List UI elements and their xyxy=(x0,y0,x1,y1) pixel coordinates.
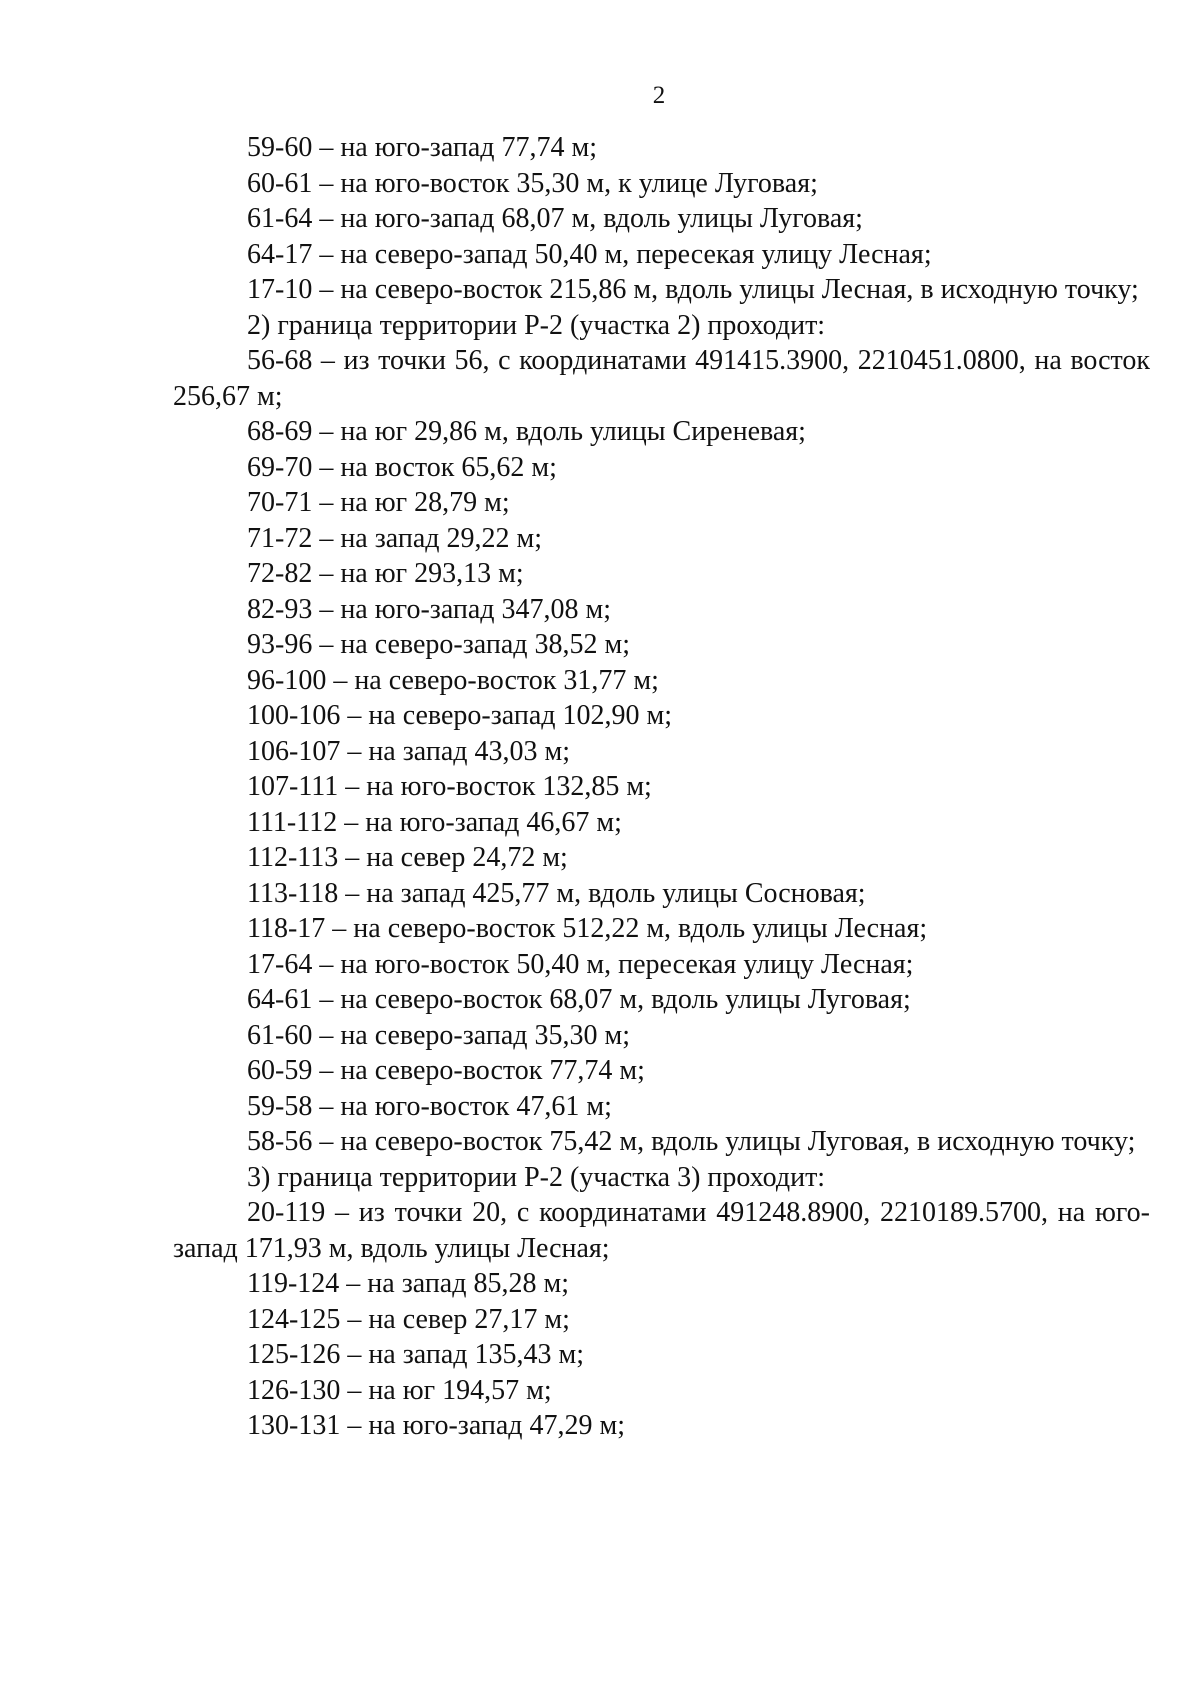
boundary-paragraph: 69-70 – на восток 65,62 м; xyxy=(247,451,557,483)
boundary-paragraph: 17-64 – на юго-восток 50,40 м, пересекая улицу Лесная; xyxy=(247,948,914,980)
boundary-paragraph: 119-124 – на запад 85,28 м; xyxy=(247,1268,569,1299)
boundary-paragraph: 72-82 – на юг 293,13 м; xyxy=(247,558,524,589)
boundary-paragraph: 64-61 – на северо-восток 68,07 м, вдоль улицы Луговая; xyxy=(247,984,911,1015)
boundary-paragraph: 68-69 – на юг 29,86 м, вдоль улицы Сиреневая; xyxy=(247,416,806,447)
boundary-paragraph: 126-130 – на юг 194,57 м; xyxy=(247,1374,552,1406)
boundary-paragraph: 60-59 – на северо-восток 77,74 м; xyxy=(247,1055,645,1086)
boundary-paragraph: 100-106 – на северо-запад 102,90 м; xyxy=(247,700,673,731)
boundary-paragraph: 61-64 – на юго-запад 68,07 м, вдоль улицы Луговая; xyxy=(247,203,863,234)
boundary-paragraph: 106-107 – на запад 43,03 м; xyxy=(247,735,571,767)
boundary-paragraph: 82-93 – на юго-запад 347,08 м; xyxy=(247,593,612,625)
boundary-paragraph: 107-111 – на юго-восток 132,85 м; xyxy=(247,771,652,802)
boundary-paragraph: 61-60 – на северо-запад 35,30 м; xyxy=(247,1019,631,1051)
boundary-paragraph: 58-56 – на северо-восток 75,42 м, вдоль улицы Луговая, в исходную точку; xyxy=(247,1126,1136,1157)
boundary-paragraph: 125-126 – на запад 135,43 м; xyxy=(247,1339,585,1370)
boundary-paragraph: 93-96 – на северо-запад 38,52 м; xyxy=(247,629,631,660)
boundary-paragraph: 71-72 – на запад 29,22 м; xyxy=(247,522,543,554)
boundary-paragraph: 124-125 – на север 27,17 м; xyxy=(247,1303,570,1335)
boundary-paragraph: 112-113 – на север 24,72 м; xyxy=(247,842,568,873)
boundary-paragraph: 64-17 – на северо-запад 50,40 м, пересекая улицу Лесная; xyxy=(247,238,932,270)
boundary-paragraph: 20-119 – из точки 20, с координатами 491248.8900, 2210189.5700, на юго-запад 171,93 м, вдоль улицы Лесная; xyxy=(173,1197,1150,1264)
boundary-paragraph: 130-131 – на юго-запад 47,29 м; xyxy=(247,1410,626,1441)
document-body xyxy=(173,130,1150,1444)
boundary-paragraph: 113-118 – на запад 425,77 м, вдоль улицы Сосновая; xyxy=(247,877,866,909)
boundary-paragraph: 59-60 – на юго-запад 77,74 м; xyxy=(247,132,598,163)
boundary-paragraph: 17-10 – на северо-восток 215,86 м, вдоль улицы Лесная, в исходную точку; xyxy=(247,274,1139,305)
boundary-paragraph: 60-61 – на юго-восток 35,30 м, к улице Луговая; xyxy=(247,167,818,199)
boundary-paragraph: 2) граница территории Р-2 (участка 2) проходит: xyxy=(247,309,826,341)
boundary-paragraph: 59-58 – на юго-восток 47,61 м; xyxy=(247,1090,612,1122)
boundary-paragraph: 96-100 – на северо-восток 31,77 м; xyxy=(247,664,659,696)
boundary-paragraph: 70-71 – на юг 28,79 м; xyxy=(247,487,510,518)
boundary-paragraph: 111-112 – на юго-запад 46,67 м; xyxy=(247,806,622,838)
boundary-paragraph: 56-68 – из точки 56, с координатами 491415.3900, 2210451.0800, на восток 256,67 м; xyxy=(173,345,1150,412)
page-number: 2 xyxy=(652,82,666,109)
boundary-paragraph: 3) граница территории Р-2 (участка 3) проходит: xyxy=(247,1161,826,1193)
boundary-paragraph: 118-17 – на северо-восток 512,22 м, вдоль улицы Лесная; xyxy=(247,913,928,944)
